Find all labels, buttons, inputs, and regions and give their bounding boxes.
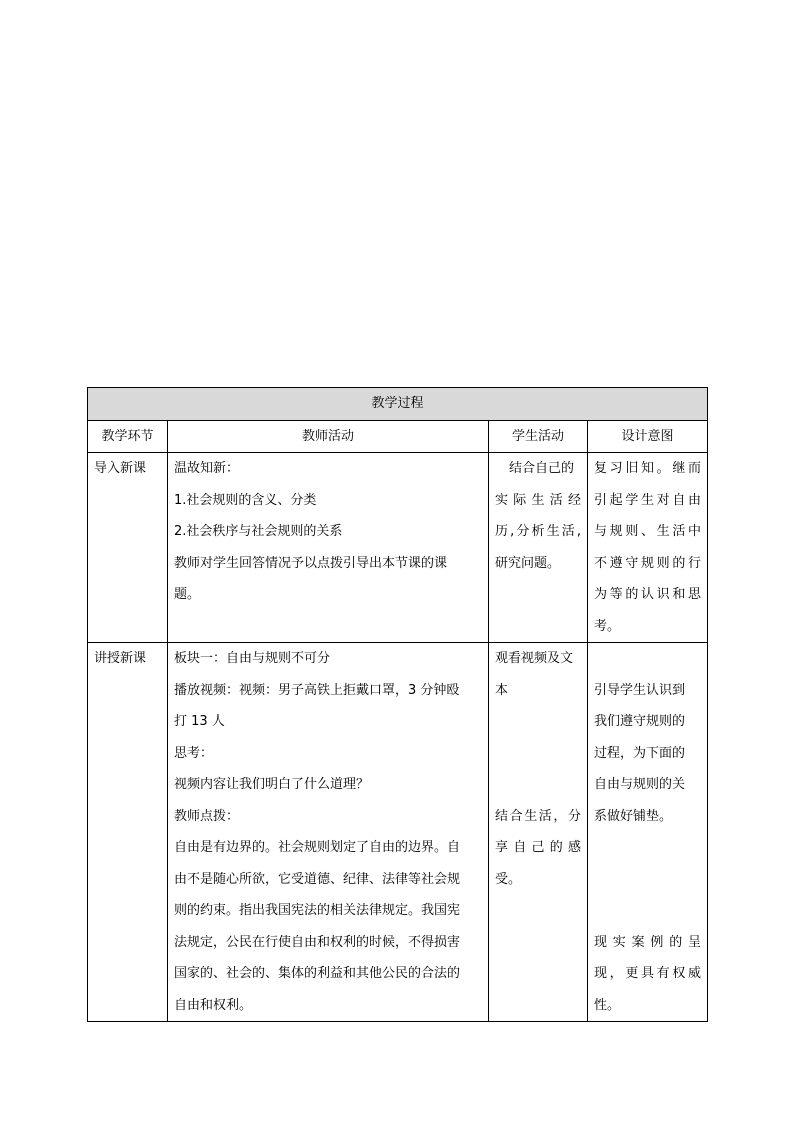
table-header-row xyxy=(88,420,708,453)
intent-line: 现实案例的呈 xyxy=(594,934,702,950)
student-line: 研究问题。 xyxy=(495,555,561,571)
intent-line: 不遵守规则的行 xyxy=(594,555,702,571)
intent-line: 自由与规则的关 xyxy=(594,777,686,792)
stage-cell xyxy=(88,453,168,643)
teacher-line: 视频内容让我们明白了什么道理？ xyxy=(174,777,370,792)
intent-line: 复习旧知。继而 xyxy=(594,461,702,476)
teacher-line: 温故知新： xyxy=(174,461,240,476)
teacher-line: 国家的、社会的、集体的利益和其他公民的合法的 xyxy=(174,966,461,981)
intent-line: 为等的认识和思 xyxy=(594,587,702,602)
spacer xyxy=(495,706,581,738)
teacher-line: 板块一：自由与规则不可分 xyxy=(174,651,331,666)
student-line: 受。 xyxy=(495,871,522,887)
teacher-line: 打 13 人 xyxy=(174,714,225,729)
spacer xyxy=(594,864,701,896)
intent-line: 引导学生认识到 xyxy=(594,682,686,698)
teacher-activity-cell xyxy=(168,643,489,1022)
teacher-line: 教师点拨： xyxy=(174,808,240,824)
table-row xyxy=(88,453,708,643)
student-line: 结合自己的 xyxy=(509,461,575,476)
design-intent-cell xyxy=(588,453,708,643)
student-line: 实际生活经 xyxy=(495,492,581,508)
teacher-line: 题。 xyxy=(174,587,201,602)
teacher-line: 法规定，公民在行使自由和权利的时候，不得损害 xyxy=(174,934,461,950)
spacer xyxy=(594,832,701,864)
header-student-activity: 学生活动 xyxy=(489,420,588,453)
spacer xyxy=(495,769,581,801)
teacher-line: 自由和权利。 xyxy=(174,997,253,1013)
header-teacher-activity: 教师活动 xyxy=(168,420,489,453)
stage-label: 讲授新课 xyxy=(94,651,147,666)
intent-line: 引起学生对自由 xyxy=(594,492,702,508)
intent-line: 与规则、生活中 xyxy=(594,524,702,539)
spacer xyxy=(594,895,701,927)
student-line: 观看视频及文 xyxy=(495,651,574,666)
teaching-process-table xyxy=(87,387,708,1022)
student-line: 结合生活，分 xyxy=(495,808,581,824)
student-activity-cell xyxy=(489,643,588,1022)
teacher-line: 播放视频：视频：男子高铁上拒戴口罩，3 分钟殴 xyxy=(174,682,460,698)
teacher-line: 由不是随心所欲，它受道德、纪律、法律等社会规 xyxy=(174,871,461,887)
teacher-line: 则的约束。指出我国宪法的相关法律规定。我国宪 xyxy=(174,903,461,918)
intent-line: 系做好铺垫。 xyxy=(594,808,673,824)
student-line: 历,分析生活, xyxy=(495,524,581,539)
header-stage: 教学环节 xyxy=(88,420,168,453)
student-line: 享自己的感 xyxy=(495,840,581,855)
stage-cell xyxy=(88,643,168,1022)
teacher-activity-cell xyxy=(168,453,489,643)
teacher-line: 1.社会规则的含义、分类 xyxy=(174,492,317,508)
intent-line: 我们遵守规则的 xyxy=(594,714,686,729)
teacher-line: 自由是有边界的。社会规则划定了自由的边界。自 xyxy=(174,840,461,855)
teacher-line: 教师对学生回答情况予以点拨引导出本节课的课 xyxy=(174,555,448,571)
spacer xyxy=(495,738,581,770)
student-activity-cell xyxy=(489,453,588,643)
design-intent-cell xyxy=(588,643,708,1022)
teacher-line: 2.社会秩序与社会规则的关系 xyxy=(174,524,343,539)
intent-line: 现，更具有权威 xyxy=(594,966,702,981)
intent-line: 考。 xyxy=(594,618,621,634)
table-title: 教学过程 xyxy=(88,388,708,421)
table-title-row xyxy=(88,388,708,421)
teacher-line: 思考： xyxy=(174,745,214,761)
student-line: 本 xyxy=(495,682,509,698)
header-design-intent: 设计意图 xyxy=(588,420,708,453)
table-row xyxy=(88,643,708,1022)
stage-label: 导入新课 xyxy=(94,461,147,476)
intent-line: 性。 xyxy=(594,997,621,1013)
intent-line: 过程，为下面的 xyxy=(594,745,686,761)
spacer xyxy=(594,643,701,675)
